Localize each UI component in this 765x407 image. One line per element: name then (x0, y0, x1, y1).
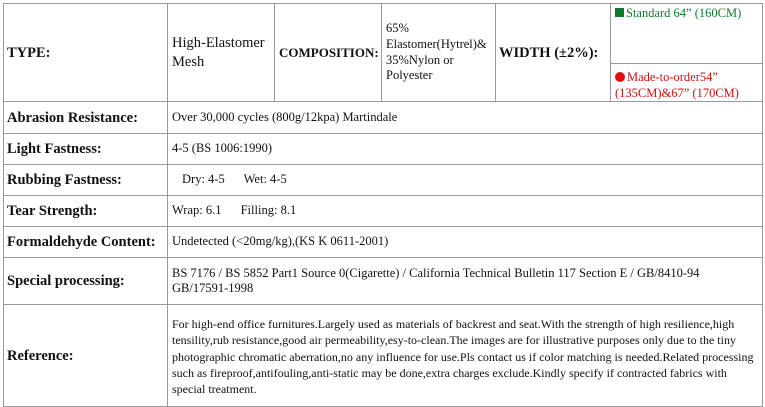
special-row (4, 258, 763, 305)
special-label: Special processing: (4, 258, 168, 305)
tear-label: Tear Strength: (4, 196, 168, 227)
width-label: WIDTH (±2%): (496, 4, 611, 102)
dry-value: 4-5 (208, 172, 225, 187)
composition-value: 65% Elastomer(Hytrel)& 35%Nylon or Polyester (382, 4, 496, 102)
red-dot-icon (615, 72, 625, 82)
width-standard (611, 4, 762, 64)
rubbing-value (168, 165, 763, 196)
rubbing-row (4, 165, 763, 196)
filling-value: 8.1 (280, 203, 297, 218)
formaldehyde-row (4, 227, 763, 258)
reference-value: For high-end office furnitures.Largely used as materials of backrest and seat.With the strength of high resilience,high tensility,rub resistance,good air permeability,esy-to-clean.The images are for illustrative purposes only due to the tiny photographic chromatic aberration,no any influence for use.Pls contact us if color matching is needed.Related processing such as fireproof,antifouling,anti-static may be done,extra charges exclude.Kindly specify if contracted fabrics with special treatment. (168, 305, 763, 407)
header-row (4, 4, 763, 102)
light-value: 4-5 (BS 1006:1990) (168, 134, 763, 165)
formaldehyde-value: Undetected (<20mg/kg),(KS K 0611-2001) (168, 227, 763, 258)
special-value: BS 7176 / BS 5852 Part1 Source 0(Cigarette) / California Technical Bulletin 117 Section E / GB/8410-94 GB/17591-1998 (168, 258, 763, 305)
width-values (611, 4, 763, 102)
formaldehyde-label: Formaldehyde Content: (4, 227, 168, 258)
width-made-to-order-text: Made-to-order54” (135CM)&67” (170CM) (615, 70, 739, 100)
tear-row (4, 196, 763, 227)
composition-label: COMPOSITION: (275, 4, 382, 102)
abrasion-label: Abrasion Resistance: (4, 102, 168, 134)
type-label: TYPE: (4, 4, 168, 102)
filling-label: Filling: (240, 203, 278, 218)
rubbing-label: Rubbing Fastness: (4, 165, 168, 196)
reference-label: Reference: (4, 305, 168, 407)
reference-row (4, 305, 763, 407)
spec-table (3, 3, 763, 407)
light-label: Light Fastness: (4, 134, 168, 165)
green-square-icon (615, 8, 624, 17)
wrap-value: 6.1 (205, 203, 222, 218)
width-standard-text: Standard 64” (160CM) (626, 6, 742, 20)
abrasion-value: Over 30,000 cycles (800g/12kpa) Martindale (168, 102, 763, 134)
light-row (4, 134, 763, 165)
abrasion-row (4, 102, 763, 134)
wrap-label: Wrap: (172, 203, 203, 218)
tear-value (168, 196, 763, 227)
type-value: High-Elastomer Mesh (168, 4, 275, 102)
wet-label: Wet: (243, 172, 267, 187)
dry-label: Dry: (182, 172, 205, 187)
width-made-to-order (611, 64, 762, 101)
wet-value: 4-5 (270, 172, 287, 187)
